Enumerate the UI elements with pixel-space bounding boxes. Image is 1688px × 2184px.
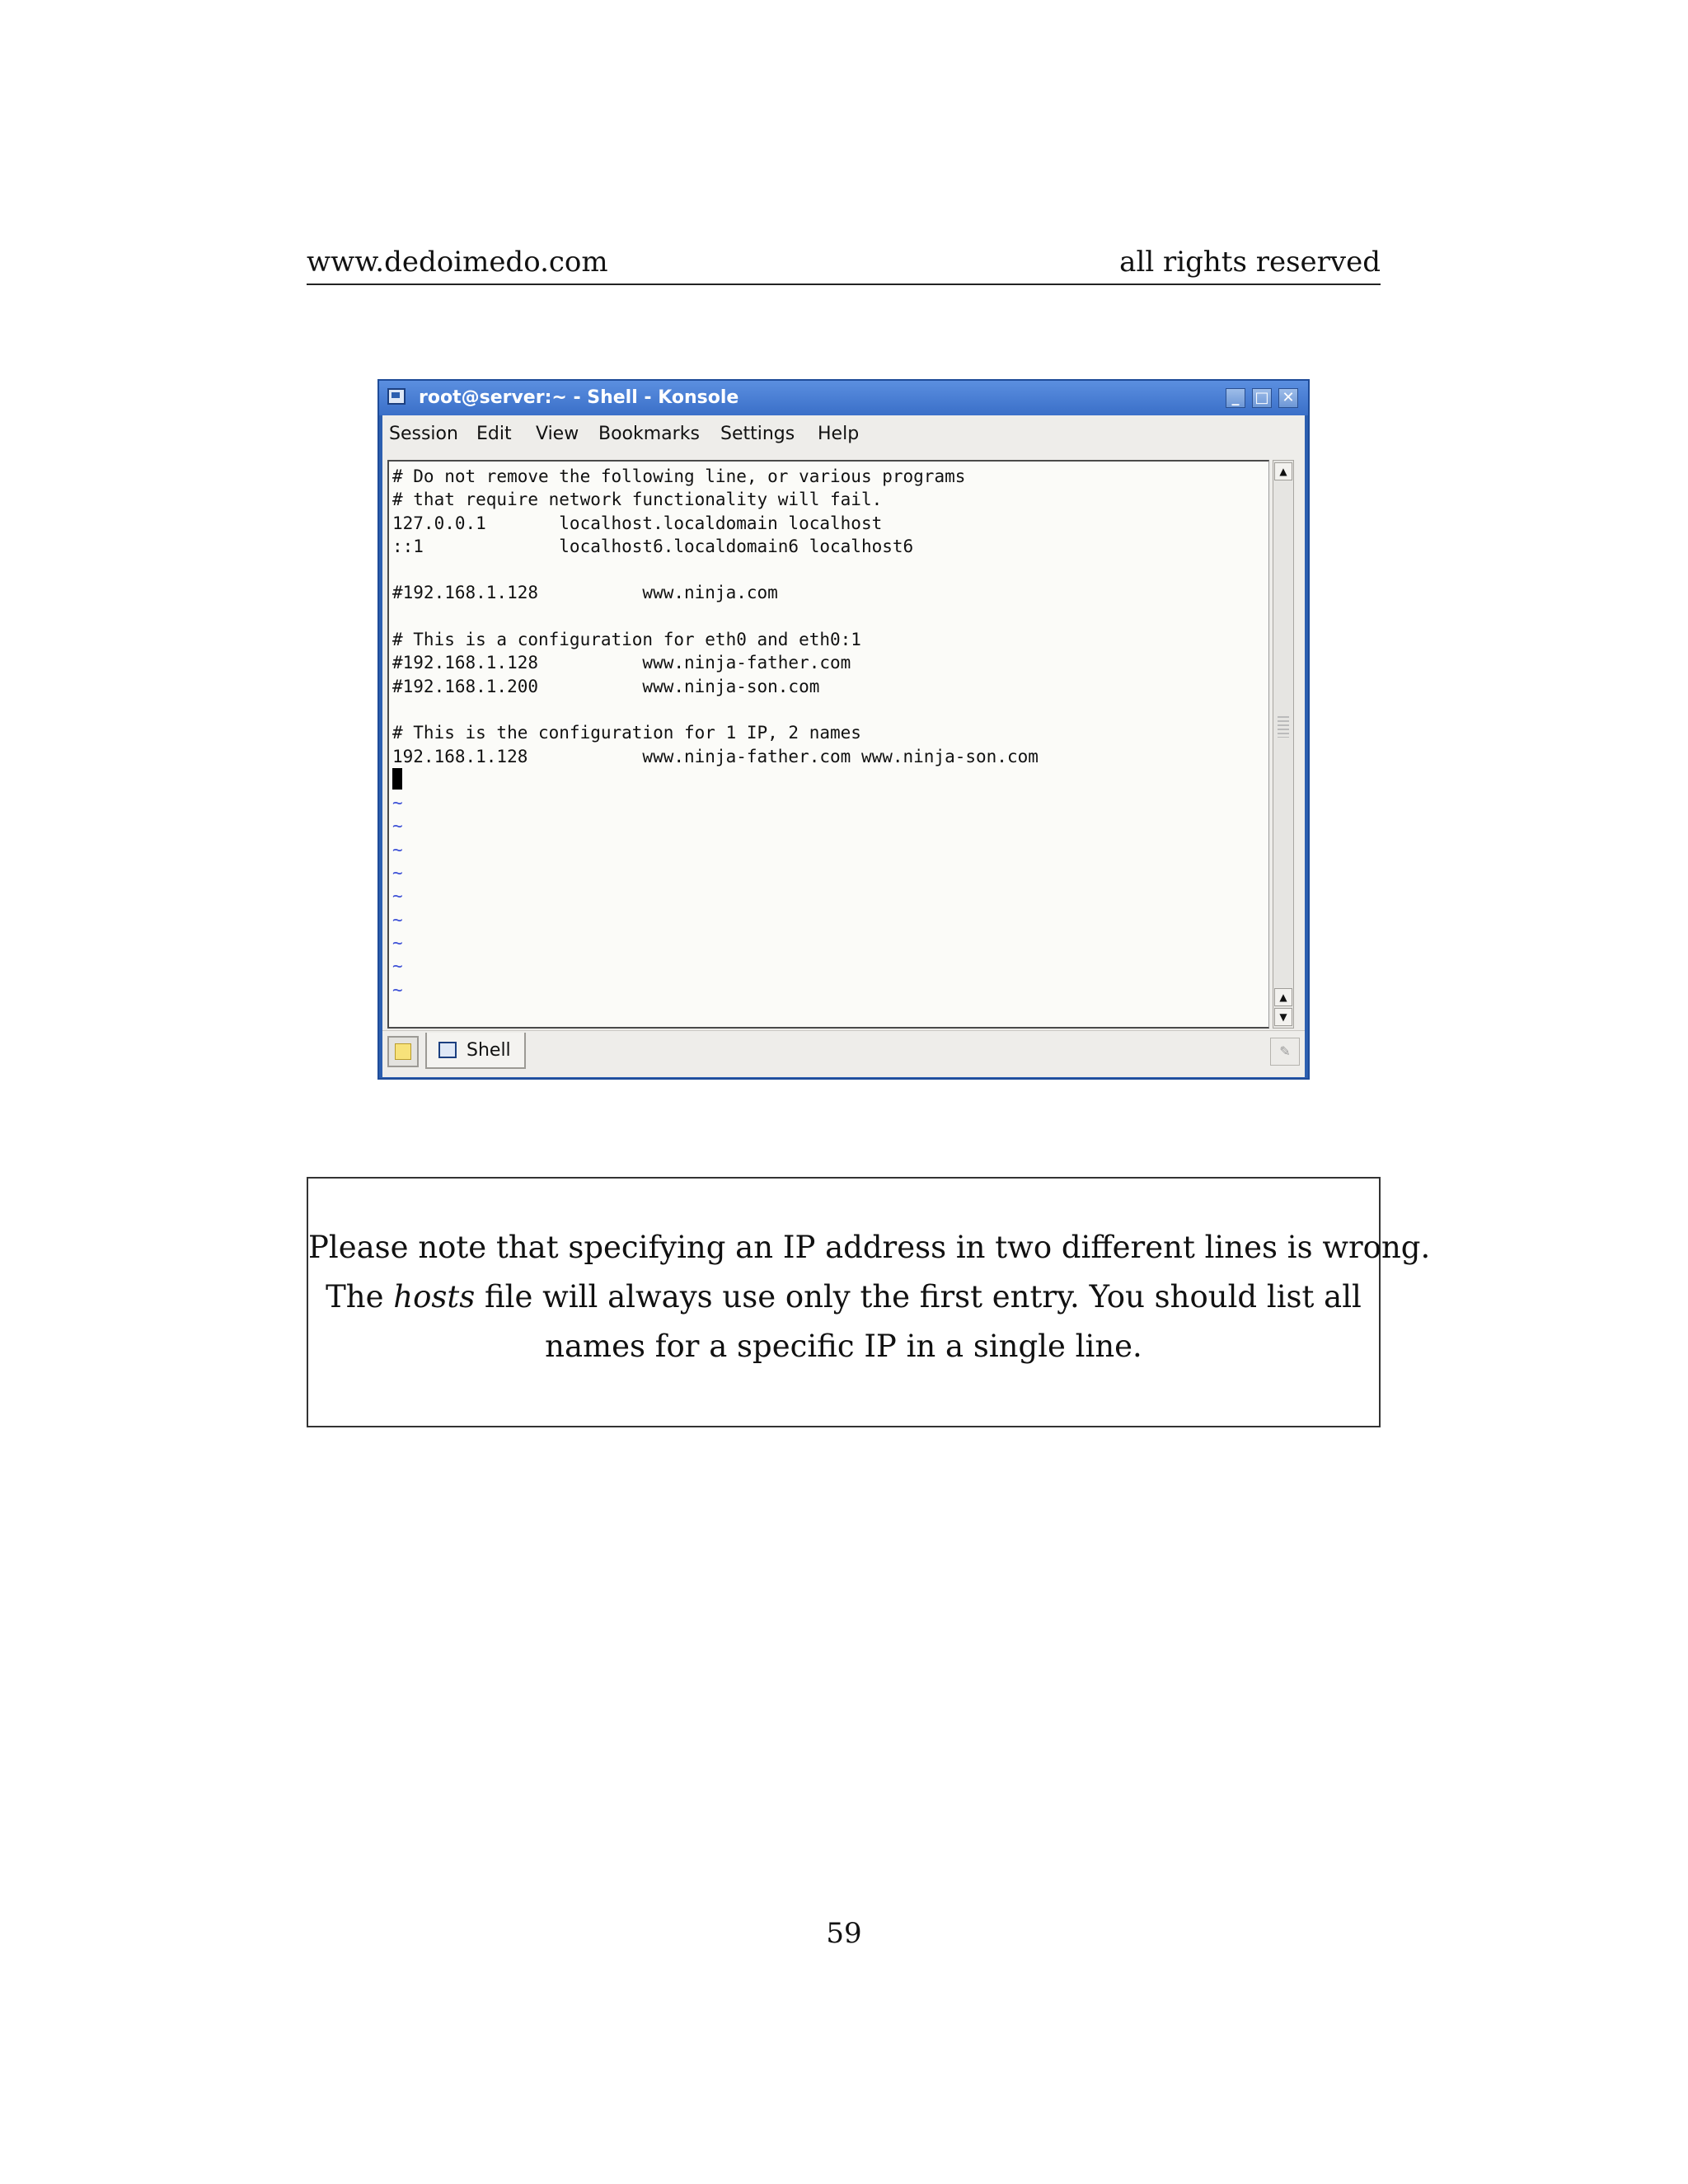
- window-client-area: [382, 453, 1305, 1075]
- page-number: 59: [826, 1917, 862, 1950]
- note-text: file will always use only the first entry. You should list all: [475, 1279, 1362, 1315]
- empty-line-marker: ~: [392, 793, 403, 813]
- empty-line-marker: ~: [392, 909, 403, 930]
- note-line-3: names for a specific IP in a single line.: [545, 1329, 1142, 1364]
- minimize-button[interactable]: _: [1226, 388, 1245, 408]
- empty-line-marker: ~: [392, 816, 403, 837]
- note-box: [307, 1177, 1431, 1427]
- empty-line-marker: ~: [392, 886, 403, 907]
- empty-line-marker: ~: [392, 979, 403, 1000]
- terminal-line: 192.168.1.128 www.ninja-father.com www.ninja-son.com: [392, 746, 1039, 766]
- close-session-icon[interactable]: ✎: [1270, 1038, 1300, 1066]
- konsole-window: [377, 379, 1310, 1080]
- terminal-line: # This is a configuration for eth0 and eth0:1: [392, 630, 861, 650]
- note-text: The: [326, 1279, 394, 1315]
- tab-label: Shell: [467, 1040, 511, 1061]
- window-titlebar[interactable]: [379, 381, 1308, 415]
- site-url: www.dedoimedo.com: [307, 246, 608, 279]
- menu-bar: [382, 415, 1305, 454]
- terminal-icon: [438, 1042, 457, 1058]
- terminal-text: [392, 465, 1039, 1001]
- rights-notice: all rights reserved: [1119, 246, 1381, 279]
- empty-line-marker: ~: [392, 956, 403, 977]
- terminal-line: [392, 605, 1039, 628]
- note-line-2: [308, 1272, 1379, 1322]
- terminal-icon[interactable]: [387, 388, 406, 405]
- terminal-line: # that require network functionality will fail.: [392, 490, 883, 510]
- tab-shell[interactable]: [425, 1033, 526, 1069]
- scroll-down-arrow-icon[interactable]: ▼: [1274, 1008, 1292, 1026]
- scroll-up-arrow-icon[interactable]: ▲: [1274, 988, 1292, 1006]
- terminal-line: 127.0.0.1 localhost.localdomain localhost: [392, 513, 883, 533]
- terminal-view[interactable]: [387, 460, 1269, 1029]
- terminal-line: #192.168.1.128 www.ninja-father.com: [392, 653, 851, 673]
- terminal-line: # Do not remove the following line, or various programs: [392, 466, 966, 486]
- menu-view[interactable]: View: [536, 424, 579, 444]
- menu-settings[interactable]: Settings: [720, 424, 795, 444]
- menu-edit[interactable]: Edit: [476, 424, 512, 444]
- note-line-1: Please note that specifying an IP address in two different lines is wrong.: [308, 1230, 1431, 1265]
- empty-line-marker: ~: [392, 863, 403, 883]
- terminal-line: # This is the configuration for 1 IP, 2 names: [392, 723, 861, 743]
- menu-session[interactable]: Session: [389, 424, 458, 444]
- cursor-line: [392, 768, 1039, 791]
- page-header: [307, 241, 1381, 285]
- tab-bar: [382, 1030, 1305, 1077]
- text-cursor: [392, 768, 402, 790]
- maximize-button[interactable]: □: [1252, 388, 1272, 408]
- terminal-line: #192.168.1.200 www.ninja-son.com: [392, 676, 820, 696]
- scrollbar-grip[interactable]: [1278, 716, 1289, 738]
- new-session-button[interactable]: [387, 1036, 419, 1067]
- vertical-scrollbar[interactable]: [1273, 460, 1294, 1029]
- note-emphasis: hosts: [393, 1279, 476, 1315]
- menu-help[interactable]: Help: [818, 424, 860, 444]
- close-button[interactable]: ✕: [1278, 388, 1298, 408]
- empty-line-marker: ~: [392, 932, 403, 953]
- terminal-line: #192.168.1.128 www.ninja.com: [392, 583, 778, 603]
- scroll-up-arrow-icon[interactable]: ▲: [1274, 462, 1292, 480]
- terminal-line: ::1 localhost6.localdomain6 localhost6: [392, 536, 914, 556]
- menu-bookmarks[interactable]: Bookmarks: [598, 424, 700, 444]
- window-title: root@server:~ - Shell - Konsole: [419, 387, 739, 408]
- terminal-line: [392, 698, 1039, 721]
- terminal-line: [392, 558, 1039, 581]
- empty-line-marker: ~: [392, 839, 403, 860]
